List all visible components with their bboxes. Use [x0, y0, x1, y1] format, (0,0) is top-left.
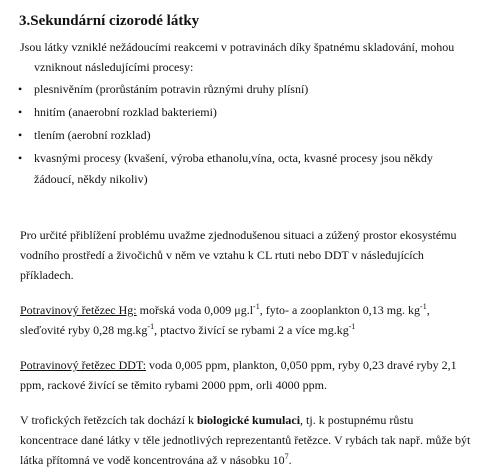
bullet-item-decay: tlením (aerobní rozklad) [34, 128, 151, 142]
para3-text: V trofických řetězcích tak dochází k [20, 413, 198, 427]
ddt-chain-label: Potravinový řetězec DDT: [20, 358, 147, 372]
intro-line-1: Jsou látky vzniklé nežádoucími reakcemi v potravinách díky špatnému skladování, mohou [20, 40, 455, 54]
intro-line-2: vzniknout následujícími procesy: [34, 60, 194, 74]
para3-line-3 [20, 449, 292, 471]
period: . [288, 453, 292, 467]
bullet-dot: • [18, 82, 23, 96]
unit-exponent: -1 [348, 322, 356, 331]
para2-line-2: vodního prostředí a živočichů v něm ve vztahu k CL rtuti nebo DDT v následujících [20, 248, 424, 262]
unit-exponent: -1 [147, 322, 155, 331]
para3-line-1 [20, 409, 413, 431]
hg-chain-line-1 [20, 299, 430, 321]
hg-herring: sleďovité ryby 0,28 mg.kg [20, 323, 148, 337]
ddt-values: voda 0,005 ppm, plankton, 0,050 ppm, ryby 0,23 dravé ryby 2,1 [146, 358, 457, 372]
bullet-item-fermentation-cont: žádoucí, někdy nikoliv) [34, 172, 148, 186]
hg-chain-line-2 [20, 319, 355, 341]
unit-exponent: -1 [253, 302, 260, 311]
bullet-item-fermentation: kvasnými procesy (kvašení, výroba ethanolu,vína, octa, kvasné procesy jsou někdy [34, 151, 433, 165]
bullet-item-rotting: hnitím (anaerobní rozklad bakteriemi) [34, 105, 217, 119]
hg-birds: , ptactvo živící se rybami 2 a více mg.kg [154, 323, 349, 337]
hg-chain-label: Potravinový řetězec Hg: [20, 303, 137, 317]
para2-line-1: Pro určité přiblížení problému uvažme zjednodušenou situaci a zúžený prostor ekosystému [20, 228, 457, 242]
comma: , [426, 303, 430, 317]
bullet-dot: • [18, 105, 23, 119]
para3-line-2: koncentrace dané látky v těle jednotlivých reprezentantů řetězce. V rybách tak např. může být [20, 433, 471, 447]
bullet-dot: • [18, 128, 23, 142]
para2-line-3: příkladech. [20, 268, 74, 282]
section-title: 3.Sekundární cizorodé látky [19, 13, 200, 29]
bullet-dot: • [18, 151, 23, 165]
ddt-chain-line-2: ppm, rackové živící se těmito rybami 2000 ppm, orli 4000 ppm. [20, 378, 327, 392]
hg-seawater: mořská voda 0,009 μg.l [136, 303, 254, 317]
power-exponent: 7 [284, 452, 289, 461]
para3-text: , tj. k postupnému růstu [300, 413, 414, 427]
unit-exponent: -1 [420, 302, 427, 311]
ddt-chain-line-1 [20, 354, 457, 376]
para3-text: látka přítomná ve vodě koncentrována až v násobku 10 [20, 453, 285, 467]
bullet-item-mold: plesnivěním (prorůstáním potravin různými druhy plísní) [34, 82, 309, 96]
hg-plankton: , fyto- a zooplankton 0,13 mg. kg [259, 303, 421, 317]
bio-accumulation-term: biologické kumulaci [197, 413, 301, 427]
